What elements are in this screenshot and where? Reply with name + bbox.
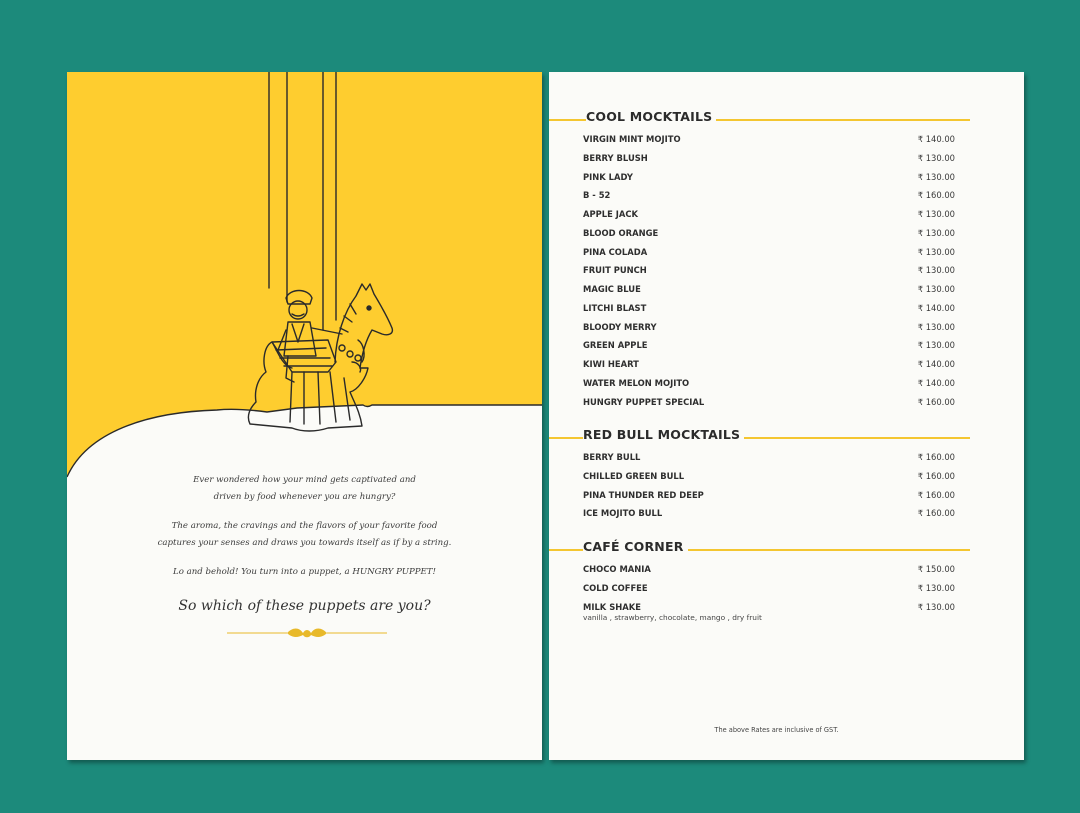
left-page (67, 72, 542, 760)
menu-item (583, 451, 955, 470)
menu-item-price: ₹ 160.00 (917, 396, 955, 407)
menu-item (583, 563, 955, 582)
intro-line-1: Ever wondered how your mind gets captivated and (193, 475, 416, 485)
menu-item (583, 321, 955, 340)
cafe-corner-list (583, 563, 955, 622)
intro-line-2: driven by food whenever you are hungry? (213, 492, 396, 502)
menu-item (583, 264, 955, 283)
menu-item-price: ₹ 160.00 (917, 452, 955, 462)
menu-item (583, 283, 955, 302)
menu-item-price: ₹ 130.00 (917, 284, 955, 294)
menu-item (583, 507, 955, 526)
menu-item-name: GREEN APPLE (583, 340, 648, 351)
menu-item-note: vanilla , strawberry, chocolate, mango , dry fruit (583, 612, 762, 622)
menu-item (583, 377, 955, 396)
menu-item-name: CHOCO MANIA (583, 564, 651, 574)
menu-item-name: LITCHI BLAST (583, 302, 647, 313)
menu-item-price: ₹ 130.00 (917, 321, 955, 332)
menu-item-name: ICE MOJITO BULL (583, 508, 663, 519)
menu-item-name: APPLE JACK (583, 209, 638, 219)
menu-item (583, 302, 955, 321)
menu-item (583, 358, 955, 377)
menu-item-price: ₹ 150.00 (917, 564, 955, 574)
menu-item (583, 208, 955, 227)
menu-item-price: ₹ 140.00 (917, 302, 955, 313)
menu-item (583, 246, 955, 265)
menu-item-price: ₹ 160.00 (917, 508, 955, 519)
menu-item-name: COLD COFFEE (583, 582, 648, 593)
menu-item-price: ₹ 140.00 (917, 359, 955, 369)
section-title-cafe-corner: CAFÉ CORNER (583, 539, 688, 554)
gst-note: The above Rates are inclusive of GST. (714, 726, 839, 734)
intro-line-4: captures your senses and draws you towards itself as if by a string. (157, 538, 452, 548)
menu-item-name: HUNGRY PUPPET SPECIAL (583, 396, 705, 407)
menu-item-name: PINA THUNDER RED DEEP (583, 489, 704, 500)
menu-item-price: ₹ 130.00 (917, 582, 955, 593)
menu-item-price: ₹ 130.00 (917, 227, 955, 238)
menu-item-name: BERRY BLUSH (583, 152, 648, 163)
menu-item (583, 189, 955, 208)
menu-item-price: ₹ 130.00 (917, 340, 955, 351)
menu-item-name: CHILLED GREEN BULL (583, 470, 685, 481)
menu-item (583, 133, 955, 152)
menu-item (583, 470, 955, 489)
menu-item-price: ₹ 160.00 (917, 190, 955, 201)
menu-item-price: ₹ 130.00 (917, 246, 955, 257)
horse-rider-puppet-illustration (232, 72, 412, 442)
menu-item-price: ₹ 160.00 (917, 470, 955, 481)
menu-item-price: ₹ 130.00 (917, 171, 955, 182)
right-page (549, 72, 1024, 760)
menu-item-name: BLOOD ORANGE (583, 227, 659, 238)
ornament-flourish-icon (227, 625, 387, 641)
menu-item (583, 601, 955, 620)
intro-line-5: Lo and behold! You turn into a puppet, a HUNGRY PUPPET! (173, 567, 436, 577)
menu-item-name: KIWI HEART (583, 359, 639, 369)
menu-item-price: ₹ 130.00 (917, 601, 955, 612)
cool-mocktails-list (583, 133, 955, 414)
menu-item (583, 339, 955, 358)
intro-text (67, 472, 542, 593)
menu-item-price: ₹ 130.00 (917, 209, 955, 219)
menu-item-price: ₹ 140.00 (917, 377, 955, 388)
menu-item-name: PINA COLADA (583, 246, 648, 257)
menu-item-name: PINK LADY (583, 171, 633, 182)
menu-item (583, 489, 955, 508)
section-title-cool-mocktails: COOL MOCKTAILS (586, 109, 716, 124)
menu-item-price: ₹ 130.00 (917, 265, 955, 276)
red-bull-mocktails-list (583, 451, 955, 526)
menu-item (583, 152, 955, 171)
menu-item-price: ₹ 130.00 (917, 152, 955, 163)
menu-item (583, 582, 955, 601)
menu-item-name: WATER MELON MOJITO (583, 377, 690, 388)
menu-item-name: BLOODY MERRY (583, 321, 657, 332)
menu-item-name: B - 52 (583, 190, 611, 201)
menu-item (583, 396, 955, 415)
section-title-red-bull-mocktails: RED BULL MOCKTAILS (583, 427, 744, 442)
intro-line-3: The aroma, the cravings and the flavors of your favorite food (171, 521, 438, 531)
menu-item-price: ₹ 140.00 (917, 134, 955, 144)
menu-item-name: VIRGIN MINT MOJITO (583, 134, 681, 144)
menu-item-name: BERRY BULL (583, 452, 641, 462)
menu-item-name: MAGIC BLUE (583, 284, 641, 294)
menu-item (583, 171, 955, 190)
intro-question: So which of these puppets are you? (178, 598, 431, 614)
menu-item-price: ₹ 160.00 (917, 489, 955, 500)
menu-item-name: FRUIT PUNCH (583, 265, 647, 276)
menu-item (583, 227, 955, 246)
menu-item-name: MILK SHAKE (583, 601, 641, 612)
